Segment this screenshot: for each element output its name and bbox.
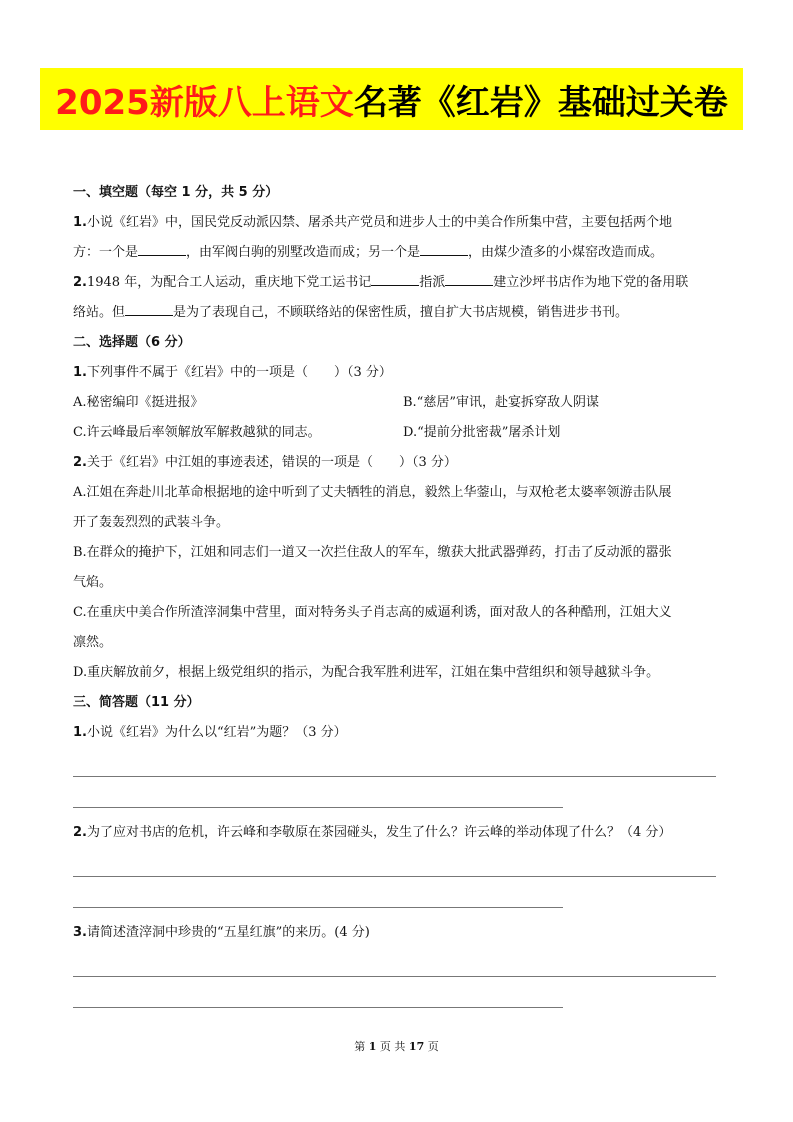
question-stem: ，由煤少渣多的小煤窑改造而成。 (468, 245, 664, 260)
question-text (73, 718, 723, 748)
question-stem: 指派 (419, 275, 446, 290)
option-b-cont[interactable]: 气焰。 (73, 575, 113, 590)
question-text (73, 208, 723, 238)
question-stem: 关于《红岩》中江姐的事迹表述，错误的一项是（ ）（3 分） (86, 455, 457, 470)
question-stem: 络站。但 (73, 305, 126, 320)
option-a-cont[interactable]: 开了轰轰烈烈的武装斗争。 (73, 515, 230, 530)
exam-content (73, 178, 723, 1008)
answer-blank[interactable] (420, 243, 468, 256)
title-banner (40, 68, 743, 130)
question-stem: 请简述渣滓洞中珍贵的“五星红旗”的来历。(4 分) (86, 925, 370, 940)
options-row (73, 418, 723, 448)
question-stem: 下列事件不属于《红岩》中的一项是（ ）（3 分） (86, 365, 392, 380)
option-c[interactable]: C.许云峰最后率领解放军解救越狱的同志。 (73, 425, 321, 440)
section-heading-short-answer: 三、简答题（11 分） (73, 695, 200, 710)
question-number: 2. (73, 825, 87, 840)
question-stem: 建立沙坪书店作为地下党的备用联 (493, 275, 689, 290)
question-stem: 为了应对书店的危机，许云峰和李敬原在茶园碰头，发生了什么？许云峰的举动体现了什么？（4 分） (86, 825, 672, 840)
question-text (73, 918, 723, 948)
page-footer (0, 1038, 793, 1054)
question-stem: ，由军阀白驹的别墅改造而成；另一个是 (186, 245, 421, 260)
title-red-part: 2025新版八上语文 (55, 82, 354, 123)
option-b[interactable]: B.在群众的掩护下，江姐和同志们一道又一次拦住敌人的军车，缴获大批武器弹药，打击了反动派的嚣张 (73, 545, 672, 560)
section-heading-fill-blank: 一、填空题（每空 1 分，共 5 分） (73, 185, 279, 200)
question-text (73, 358, 723, 388)
option-a[interactable]: A.江姐在奔赴川北革命根据地的途中听到了丈夫牺牲的消息，毅然上华蓥山，与双枪老太婆率领游击队展 (73, 485, 672, 500)
option-c[interactable]: C.在重庆中美合作所渣滓洞集中营里，面对特务头子肖志高的威逼利诱，面对敌人的各种酷刑，江姐大义 (73, 605, 672, 620)
question-stem: 1948 年，为配合工人运动，重庆地下党工运书记 (86, 275, 372, 290)
footer-text: 第 (354, 1040, 366, 1053)
question-number: 3. (73, 925, 87, 940)
question-number: 1. (73, 365, 87, 380)
question-text (73, 448, 723, 478)
question-number: 2. (73, 275, 87, 290)
answer-blank[interactable] (138, 243, 186, 256)
option-d[interactable]: D.重庆解放前夕，根据上级党组织的指示，为配合我军胜利进军，江姐在集中营组织和领导越狱斗争。 (73, 665, 660, 680)
title-black-part: 名著《红岩》基础过关卷 (353, 82, 728, 123)
total-pages: 17 (408, 1040, 425, 1053)
option-d[interactable]: D.“提前分批密裁”屠杀计划 (403, 425, 561, 440)
question-number: 1. (73, 725, 87, 740)
question-number: 1. (73, 215, 87, 230)
question-stem: 方：一个是 (73, 245, 139, 260)
option-a[interactable]: A.秘密编印《挺进报》 (73, 395, 204, 410)
question-text (73, 268, 723, 298)
question-text (73, 298, 723, 328)
option-c-cont[interactable]: 凛然。 (73, 635, 113, 650)
question-text (73, 818, 723, 848)
footer-text: 页 (427, 1040, 439, 1053)
answer-blank[interactable] (125, 303, 173, 316)
options-row (73, 388, 723, 418)
question-text (73, 238, 723, 268)
section-heading-choice: 二、选择题（6 分） (73, 335, 191, 350)
question-stem: 小说《红岩》中，国民党反动派囚禁、屠杀共产党员和进步人士的中美合作所集中营，主要包括两个地 (86, 215, 672, 230)
question-number: 2. (73, 455, 87, 470)
page-title (55, 75, 728, 124)
answer-blank[interactable] (371, 273, 419, 286)
answer-blank[interactable] (445, 273, 493, 286)
answer-line[interactable] (73, 1007, 563, 1008)
footer-text: 页 共 (379, 1040, 406, 1053)
question-stem: 是为了表现自己，不顾联络站的保密性质，擅自扩大书店规模，销售进步书刊。 (173, 305, 629, 320)
page-number: 1 (368, 1040, 377, 1053)
question-stem: 小说《红岩》为什么以“红岩”为题？（3 分） (86, 725, 347, 740)
option-b[interactable]: B.“慈居”审讯，赴宴拆穿敌人阴谋 (403, 395, 599, 410)
